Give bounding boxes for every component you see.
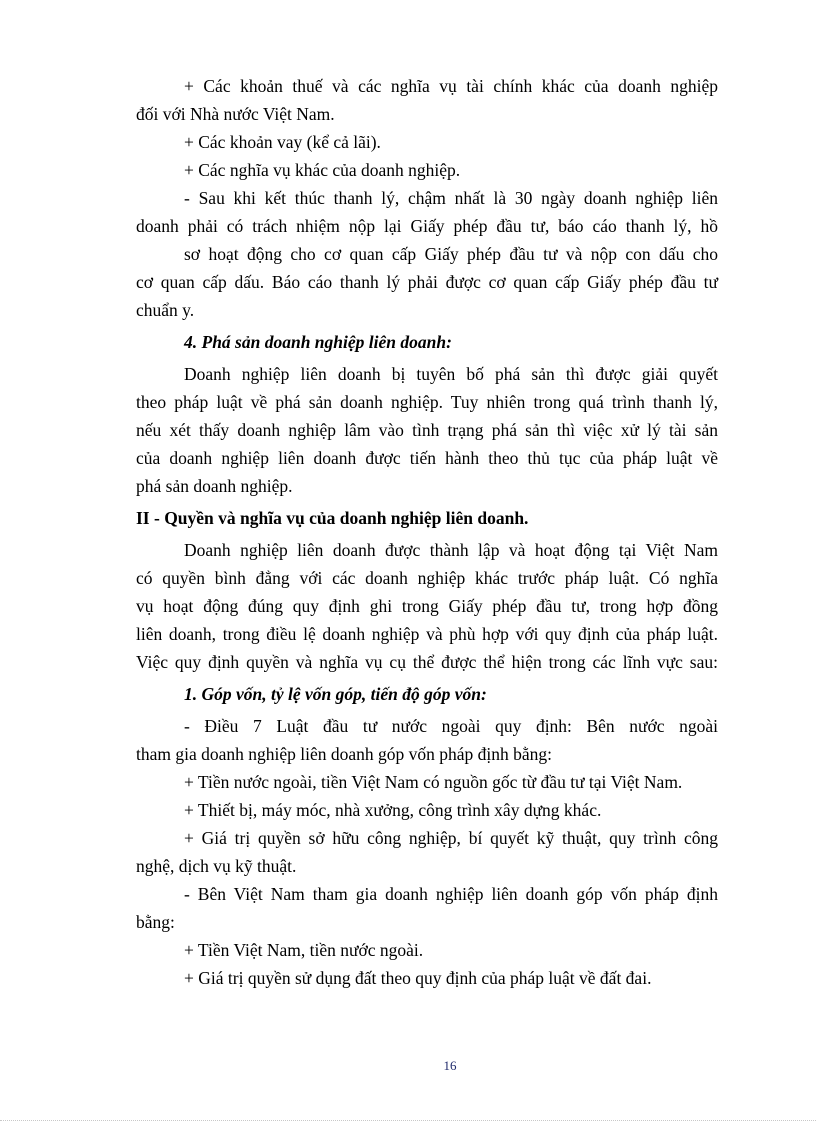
text-line: + Tiền nước ngoài, tiền Việt Nam có nguồn gốc từ đầu tư tại Việt Nam. xyxy=(184,772,683,792)
page-body xyxy=(136,72,718,992)
text-line: theo pháp luật về phá sản doanh nghiệp. Tuy nhiên trong quá trình thanh lý, xyxy=(136,392,718,412)
text-line: chuẩn y. xyxy=(136,300,195,320)
footer-divider xyxy=(0,1120,816,1121)
text-line: bằng: xyxy=(136,912,175,932)
text-line: + Tiền Việt Nam, tiền nước ngoài. xyxy=(184,940,424,960)
text-line: + Các khoản thuế và các nghĩa vụ tài chính khác của doanh nghiệp xyxy=(184,76,718,96)
page-number: 16 xyxy=(443,1058,457,1073)
text-line: có quyền bình đẳng với các doanh nghiệp khác trước pháp luật. Có nghĩa xyxy=(136,568,718,588)
text-line: + Các khoản vay (kể cả lãi). xyxy=(184,132,381,152)
text-line: - Sau khi kết thúc thanh lý, chậm nhất là 30 ngày doanh nghiệp liên xyxy=(184,188,718,208)
text-line: vụ hoạt động đúng quy định ghi trong Giấy phép đầu tư, trong hợp đồng xyxy=(136,596,718,616)
text-line: liên doanh, trong điều lệ doanh nghiệp và phù hợp với quy định của pháp luật. xyxy=(136,624,718,644)
text-line: + Giá trị quyền sử dụng đất theo quy định của pháp luật về đất đai. xyxy=(184,968,652,988)
text-line: Việc quy định quyền và nghĩa vụ cụ thể được thể hiện trong các lĩnh vực sau: xyxy=(136,652,718,672)
text-line: + Các nghĩa vụ khác của doanh nghiệp. xyxy=(184,160,461,180)
text-line: Doanh nghiệp liên doanh được thành lập và hoạt động tại Việt Nam xyxy=(184,540,718,560)
text-line: của doanh nghiệp liên doanh được tiến hành theo thủ tục của pháp luật về xyxy=(136,448,718,468)
text-line: + Giá trị quyền sở hữu công nghiệp, bí quyết kỹ thuật, quy trình công xyxy=(184,828,718,848)
text-line: - Bên Việt Nam tham gia doanh nghiệp liên doanh góp vốn pháp định xyxy=(184,884,718,904)
section-heading: II - Quyền và nghĩa vụ của doanh nghiệp liên doanh. xyxy=(136,508,529,528)
section-heading: 4. Phá sản doanh nghiệp liên doanh: xyxy=(184,332,452,352)
text-line: doanh phải có trách nhiệm nộp lại Giấy phép đầu tư, báo cáo thanh lý, hồ xyxy=(136,216,718,236)
text-line: + Thiết bị, máy móc, nhà xưởng, công trình xây dựng khác. xyxy=(184,800,602,820)
text-line: cơ quan cấp dấu. Báo cáo thanh lý phải được cơ quan cấp Giấy phép đầu tư xyxy=(136,272,718,292)
text-line: nghệ, dịch vụ kỹ thuật. xyxy=(136,856,297,876)
text-line: đối với Nhà nước Việt Nam. xyxy=(136,104,335,124)
text-line: sơ hoạt động cho cơ quan cấp Giấy phép đầu tư và nộp con dấu cho xyxy=(184,244,718,264)
text-line: - Điều 7 Luật đầu tư nước ngoài quy định: Bên nước ngoài xyxy=(184,716,718,736)
text-line: nếu xét thấy doanh nghiệp lâm vào tình trạng phá sản thì việc xử lý tài sản xyxy=(136,420,718,440)
text-line: Doanh nghiệp liên doanh bị tuyên bố phá sản thì được giải quyết xyxy=(184,364,718,384)
text-line: phá sản doanh nghiệp. xyxy=(136,476,293,496)
section-heading: 1. Góp vốn, tỷ lệ vốn góp, tiến độ góp vốn: xyxy=(184,684,487,704)
text-line: tham gia doanh nghiệp liên doanh góp vốn pháp định bằng: xyxy=(136,744,553,764)
